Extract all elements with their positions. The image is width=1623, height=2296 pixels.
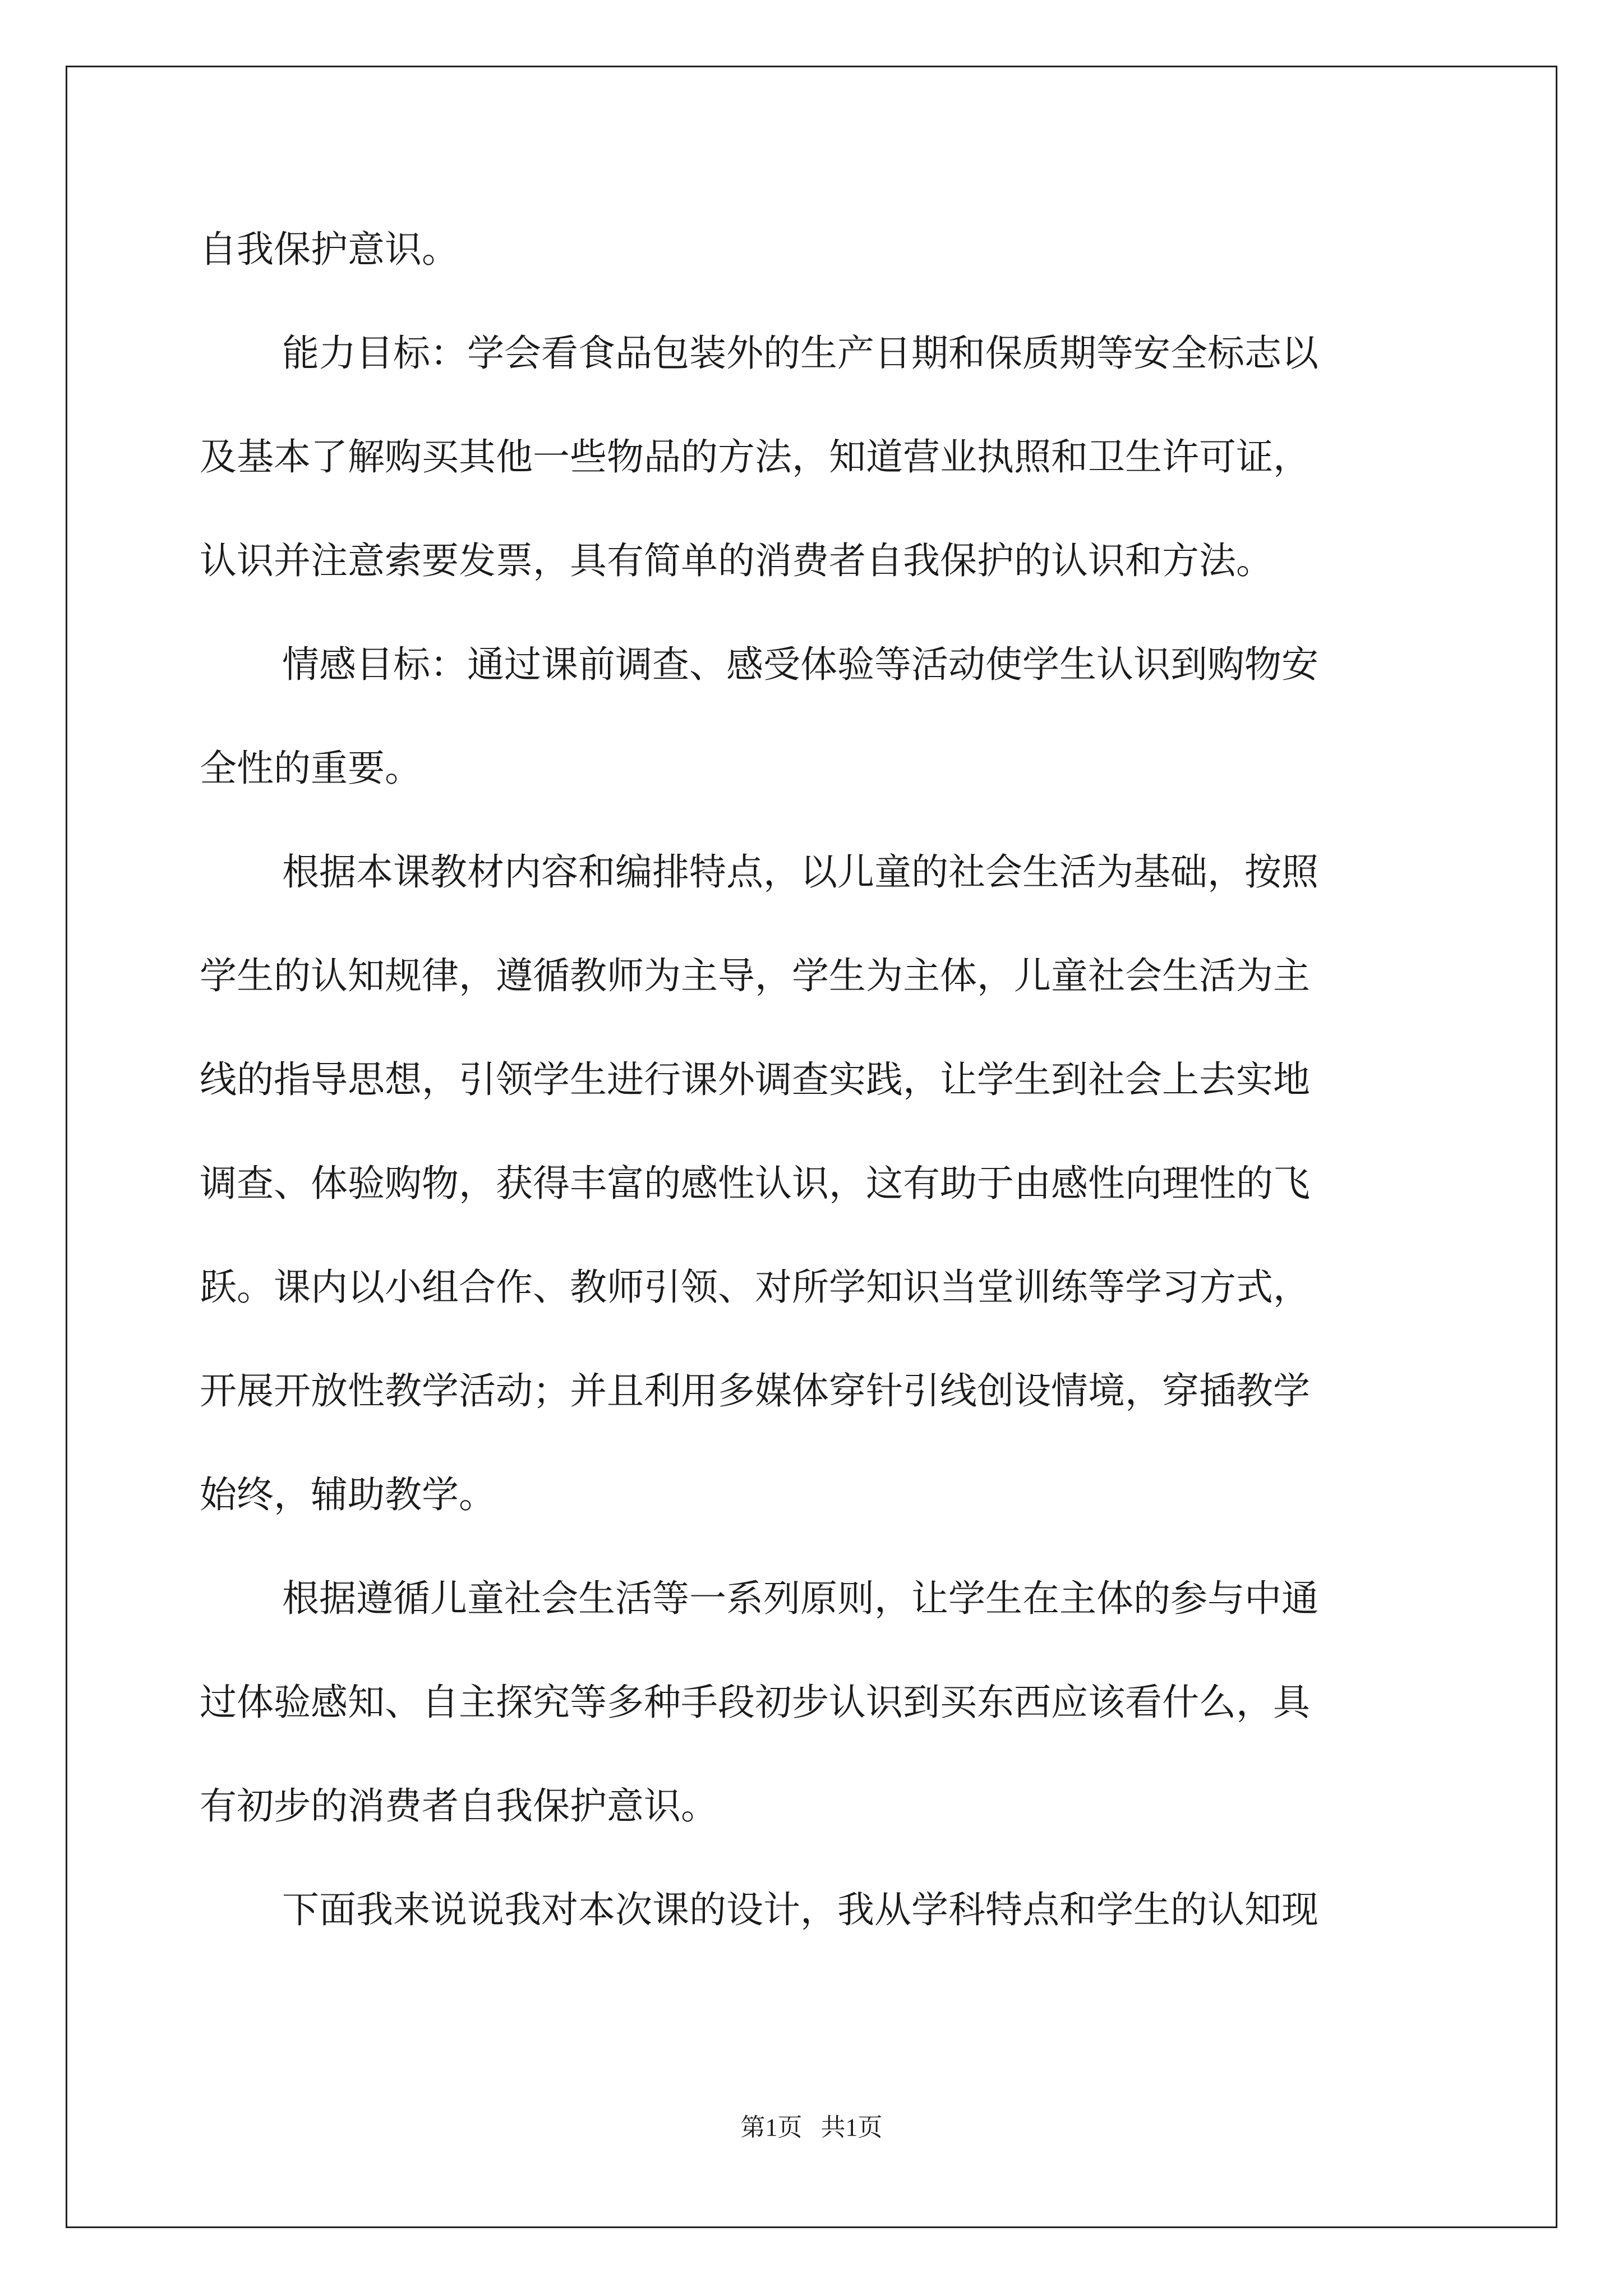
text-line: 能力目标：学会看食品包装外的生产日期和保质期等安全标志以: [282, 332, 1318, 375]
text-line: 下面我来说说我对本次课的设计，我从学科特点和学生的认知现: [282, 1888, 1318, 1931]
text-line: 过体验感知、自主探究等多种手段初步认识到买东西应该看什么，具: [200, 1681, 1310, 1724]
text-line: 有初步的消费者自我保护意识。: [200, 1784, 718, 1828]
text-line: 学生的认知规律，遵循教师为主导，学生为主体，儿童社会生活为主: [200, 954, 1310, 997]
text-line: 始终，辅助教学。: [200, 1473, 496, 1516]
text-line: 及基本了解购买其他一些物品的方法，知道营业执照和卫生许可证，: [200, 435, 1310, 478]
text-line: 根据本课教材内容和编排特点，以儿童的社会生活为基础，按照: [282, 850, 1318, 894]
text-line: 根据遵循儿童社会生活等一系列原则，让学生在主体的参与中通: [282, 1577, 1318, 1620]
text-line: 全性的重要。: [200, 747, 422, 790]
text-line: 开展开放性教学活动；并且利用多媒体穿针引线创设情境，穿插教学: [200, 1369, 1310, 1412]
text-line: 线的指导思想，引领学生进行课外调查实践，让学生到社会上去实地: [200, 1058, 1310, 1101]
text-line: 自我保护意识。: [200, 228, 459, 271]
page-footer: 第1页 共1页: [740, 2114, 883, 2141]
text-line: 跃。课内以小组合作、教师引领、对所学知识当堂训练等学习方式，: [200, 1266, 1310, 1309]
text-line: 认识并注意索要发票，具有简单的消费者自我保护的认识和方法。: [200, 539, 1273, 582]
text-line: 情感目标：通过课前调查、感受体验等活动使学生认识到购物安: [282, 643, 1318, 686]
text-line: 调查、体验购物，获得丰富的感性认识，这有助于由感性向理性的飞: [200, 1162, 1310, 1205]
